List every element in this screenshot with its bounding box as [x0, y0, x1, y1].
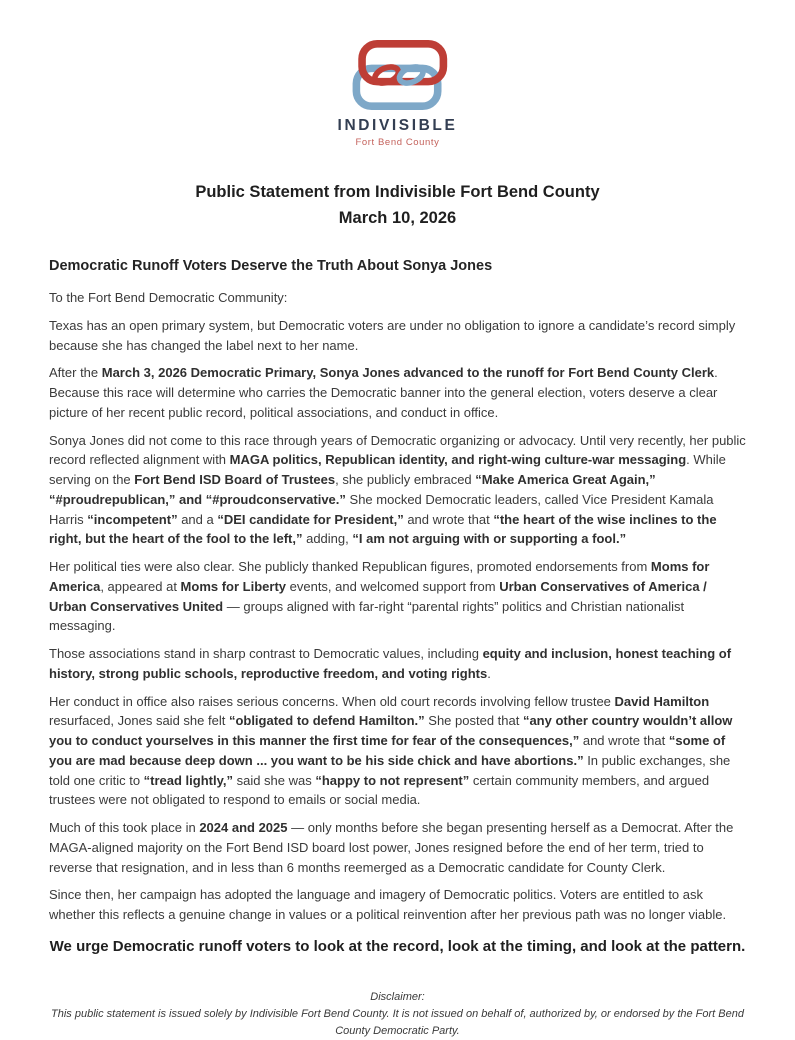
statement-paragraph: Much of this took place in 2024 and 2025 — only months before she began presenting herself as a Democrat. After the MAGA-aligned majority on the Fort Bend ISD board lost power, Jones resigned before the end of her term, tried to reverse that resignation, and in less than 6 months reemerged as a Democratic candidate for County Clerk. [49, 820, 734, 875]
statement-paragraph: After the March 3, 2026 Democratic Primary, Sonya Jones advanced to the runoff for Fort Bend County Clerk. Because this race will determine who carries the Democratic banner into the general election, voters deserve a clear picture of her recent public record, political associations, and conduct in office. [49, 365, 718, 420]
logo-subtitle: Fort Bend County [355, 137, 440, 148]
statement-paragraph: Those associations stand in sharp contrast to Democratic values, including equity and inclusion, honest teaching of history, strong public schools, reproductive freedom, and voting rights. [49, 646, 732, 681]
statement-paragraph: Sonya Jones did not come to this race through years of Democratic organizing or advocacy. Until very recently, her public record reflected alignment with MAGA politics, Republican identity, and right-wing culture-war messaging. While serving on the Fort Bend ISD Board of Trustees, she publicly embraced “Make America Great Again,” “#proudrepublican,” and “#proudconservative.” She mocked Democratic leaders, called Vice President Kamala Harris “incompetent” and a “DEI candidate for President,” and wrote that “the heart of the wise inclines to the right, but the heart of the fool to the left,” adding, “I am not arguing with or supporting a fool.” [49, 432, 746, 547]
statement-paragraph: Since then, her campaign has adopted the language and imagery of Democratic politics. Voters are entitled to ask whether this reflects a genuine change in values or a political reinvention after her previous path was no longer viable. [49, 887, 727, 923]
disclaimer-label: Disclaimer: [370, 990, 425, 1003]
statement-heading: Democratic Runoff Voters Deserve the Truth About Sonya Jones [49, 258, 493, 275]
statement-paragraph: To the Fort Bend Democratic Community: [49, 290, 288, 306]
disclaimer-text: This public statement is issued solely by Indivisible Fort Bend County. It is not issued on behalf of, authorized by, or endorsed by the Fort Bend County Democratic Party. [51, 1007, 744, 1037]
indivisible-infinity-logo-icon [348, 40, 448, 115]
statement-paragraph: Texas has an open primary system, but Democratic voters are under no obligation to ignore a candidate’s record simply because she has changed the label next to her name. [49, 317, 736, 353]
document-title-line2: March 10, 2026 [338, 208, 457, 227]
logo-wordmark: INDIVISIBLE [337, 117, 458, 134]
statement-paragraph: Her conduct in office also raises serious concerns. When old court records involving fellow trustee David Hamilton resurfaced, Jones said she felt “obligated to defend Hamilton.” She posted that “any other country wouldn’t allow you to conduct yourselves in this manner the first time for fear of the consequences,” and wrote that “some of you are mad because deep down ... you want to be his side chick and have abortions.” In public exchanges, she told one critic to “tread lightly,” said she was “happy to not represent” certain community members, and argued trustees were not obligated to respond to emails or social media. [49, 693, 733, 808]
document-title [49, 180, 746, 231]
logo-block [49, 40, 746, 148]
statement-paragraph: Her political ties were also clear. She publicly thanked Republican figures, promoted endorsements from Moms for America, appeared at Moms for Liberty events, and welcomed support from Urban Conservatives of America / Urban Conservatives United — groups aligned with far-right “parental rights” politics and Christian nationalist messaging. [49, 559, 710, 634]
disclaimer-block [49, 989, 746, 1040]
statement-body [49, 288, 746, 925]
closing-statement: We urge Democratic runoff voters to look at the record, look at the timing, and look at the pattern. [49, 937, 746, 955]
document-title-line1: Public Statement from Indivisible Fort Bend County [195, 183, 600, 201]
